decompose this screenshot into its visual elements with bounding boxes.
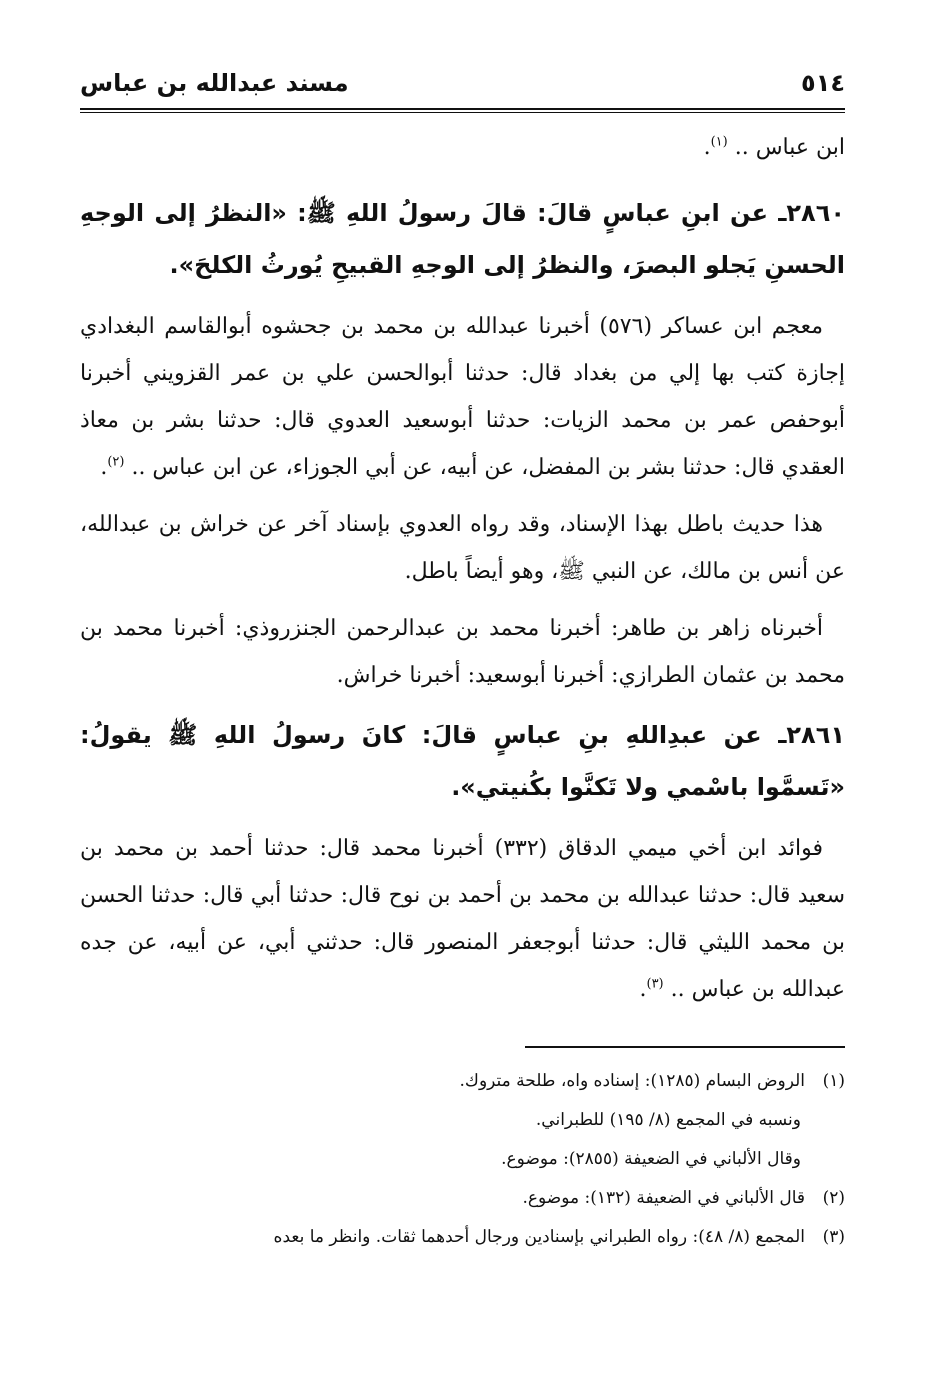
- page-header: [80, 62, 845, 104]
- footnote-text: قال الألباني في الضعيفة (١٣٢): موضوع.: [522, 1188, 805, 1208]
- footnote-number: (١): [822, 1071, 845, 1091]
- hadith-2861: ٢٨٦١ـ عن عبدِاللهِ بنِ عباسٍ قالَ: كانَ رسولُ اللهِ ﷺ يقولُ: «تَسمَّوا باسْمي ولا تَكنَّوا بكُنيتي».: [80, 721, 845, 801]
- continuation-line: ابن عباس .. $^{(١)}$.: [703, 134, 845, 160]
- footnote-text: المجمع (٨/ ٤٨): رواه الطبراني بإسنادين ورجال أحدهما ثقات. وانظر ما بعده: [273, 1227, 805, 1247]
- main-text: [80, 124, 845, 1023]
- footnote-text: الروض البسام (١٢٨٥): إسناده واه، طلحة متروك.: [459, 1071, 805, 1091]
- footnote-ref-2[interactable]: (٢): [107, 454, 125, 470]
- isnad-paragraph-2: فوائد ابن أخي ميمي الدقاق (٣٣٢) أخبرنا محمد قال: حدثنا أحمد بن محمد بن سعيد قال: حدثنا عبدالله بن محمد بن أحمد بن نوح قال: حدثنا أبي قال: حدثنا الحسن بن محمد الليثي قال: حدثنا أبوجعفر المنصور قال: حدثني أبي، عن أبيه، عن جده عبدالله بن عباس .. $^{(٣)}$.: [80, 836, 845, 1002]
- footnote-text: ونسبه في المجمع (٨/ ١٩٥) للطبراني.: [535, 1110, 801, 1130]
- akhbarana-paragraph: أخبرناه زاهر بن طاهر: أخبرنا محمد بن عبدالرحمن الجنزروذي: أخبرنا محمد بن محمد بن عثمان الطرازي: أخبرنا أبوسعيد: أخبرنا خراش.: [80, 616, 845, 688]
- footnote-ref-1[interactable]: (١): [710, 134, 728, 150]
- running-title: مسند عبدالله بن عباس: [80, 69, 349, 97]
- footnote-2: [80, 1179, 845, 1218]
- header-rule-thin: [80, 112, 845, 113]
- footnote-number: (٣): [822, 1227, 845, 1247]
- footnote-separator: [525, 1046, 845, 1048]
- footnotes: [80, 1062, 845, 1257]
- footnote-1-cont-a: [80, 1101, 845, 1140]
- hadith-2860: ٢٨٦٠ـ عن ابنِ عباسٍ قالَ: قالَ رسولُ اللهِ ﷺ: «النظرُ إلى الوجهِ الحسنِ يَجلو البصرَ، والنظرُ إلى الوجهِ القبيحِ يُورثُ الكلحَ».: [80, 199, 845, 279]
- footnote-1: [80, 1062, 845, 1101]
- page-number: ٥١٤: [801, 69, 845, 97]
- footnote-1-cont-b: [80, 1140, 845, 1179]
- footnote-number: (٢): [822, 1188, 845, 1208]
- isnad-paragraph-1: معجم ابن عساكر (٥٧٦) أخبرنا عبدالله بن محمد بن جحشوه أبوالقاسم البغدادي إجازة كتب بها إلي من بغداد قال: حدثنا أبوالحسن علي بن عمر القزويني أخبرنا أبوحفص عمر بن محمد الزيات: حدثنا أبوسعيد العدوي قال: حدثنا بشر بن معاذ العقدي قال: حدثنا بشر بن المفضل، عن أبيه، عن أبي الجوزاء، عن ابن عباس .. $^{(٢)}$.: [80, 314, 845, 480]
- header-rule: [80, 108, 845, 110]
- ruling-paragraph: هذا حديث باطل بهذا الإسناد، وقد رواه العدوي بإسناد آخر عن خراش بن عبدالله، عن أنس بن مالك، عن النبي ﷺ، وهو أيضاً باطل.: [80, 512, 845, 584]
- footnote-ref-3[interactable]: (٣): [646, 976, 664, 992]
- footnote-text: وقال الألباني في الضعيفة (٢٨٥٥): موضوع.: [501, 1149, 801, 1169]
- footnote-3: [80, 1218, 845, 1257]
